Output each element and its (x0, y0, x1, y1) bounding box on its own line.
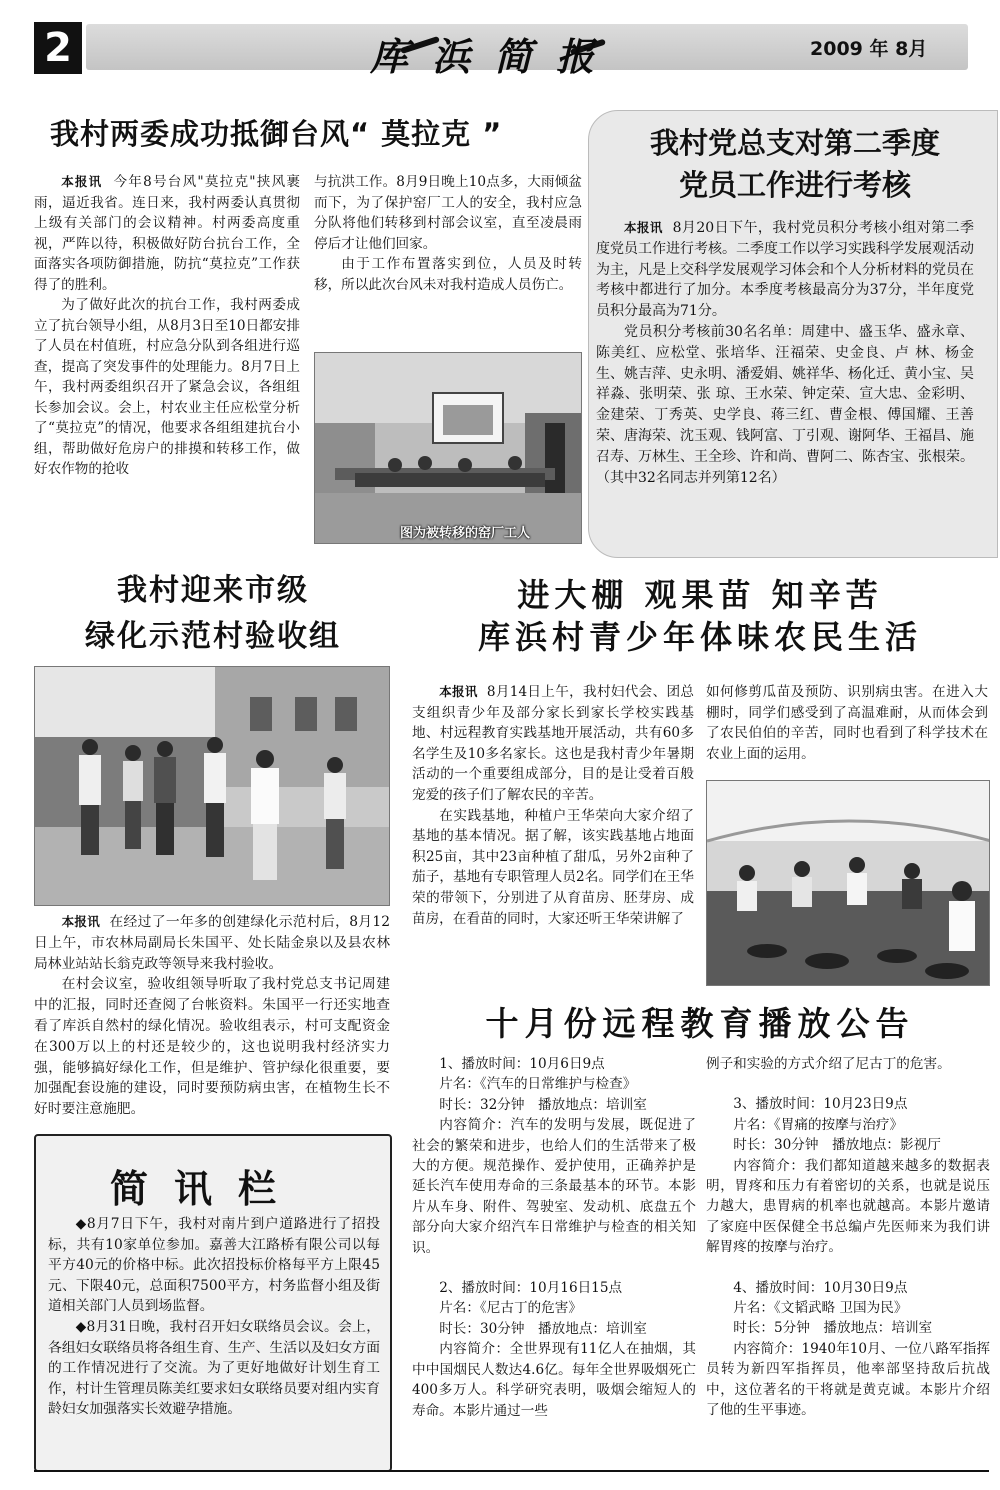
photo-workers-meeting-room (314, 352, 582, 544)
youth-headline-line-1: 进大棚 观果苗 知辛苦 (517, 576, 883, 614)
broadcast-time: 3、播放时间：10月23日9点 (733, 1096, 908, 1113)
party-paragraph-1: 8月20日下午，我村党员积分考核小组对第二季度党员工作进行考核。二季度工作以学习实践科学发展观活动为主，凡是上交科学发展观学习体会和个人分析材料的党员在考核中都进行了加分。本季度考核最高分为37分，半年度党员积分最高为71分。 (596, 220, 974, 320)
broadcast-time: 1、播放时间：10月6日9点 (439, 1056, 605, 1072)
broadcast-intro: 内容简介：汽车的发明与发展，既促进了社会的繁荣和进步，也给人们的生活带来了极大的方便。规范操作、爱护使用，正确养护是延长汽车使用寿命的三条最基本的环节。本影片从车身、附件、驾驶室、发动机、底盘五个部分向大家介绍汽车日常维护与检查的相关知识。 (412, 1117, 696, 1256)
broadcast-meta: 时长：32分钟 播放地点：培训室 (439, 1096, 647, 1113)
greening-paragraph-2: 在村会议室，验收组领导听取了我村党总支书记周建中的汇报，同时还查阅了台帐资料。朱国平一行还实地查看了库浜自然村的绿化情况。验收组表示，村可支配资金在300万以上的村还是较少的，这也说明我村经济实力强，能够搞好绿化工作，但是维护、管护绿化很重要，要加强配套设施的建设，同时要预防病虫害，在植物生长不好时要注意施肥。 (34, 976, 390, 1118)
broadcast-title: 片名：《尼古丁的危害》 (439, 1300, 582, 1317)
broadcast-time: 2、播放时间：10月16日15点 (439, 1280, 623, 1297)
typhoon-column-2 (314, 172, 582, 295)
greening-headline-line-1: 我村迎来市级 (117, 573, 309, 608)
youth-paragraph-1: 8月14日上午，我村妇代会、团总支组织青少年及部分家长到家长学校实践基地、村远程教育实践基地开展活动，共有60多名学生及10多名家长。这也是我村青少年暑期活动的一个重要组成部分，目的是让受着百般宠爱的孩子们了解农民的辛苦。 (412, 684, 694, 803)
youth-headline (410, 574, 990, 658)
article-lead: 本报讯 (61, 174, 103, 189)
brief-item-1: ◆8月7日下午，我村对南片到户道路进行了招投标，共有10家单位参加。嘉善大江路桥有限公司以每平方40元的价格中标。此次招投标价格每平方上限45元、下限40元，总面积7500平方，村务监督小组及街道相关部门人员到场监督。 (48, 1216, 380, 1315)
brief-news-body (48, 1214, 380, 1420)
broadcast-meta: 时长：30分钟 播放地点：影视厅 (733, 1137, 941, 1154)
broadcast-meta: 时长：5分钟 播放地点：培训室 (733, 1320, 933, 1337)
typhoon-paragraph-1: 今年8号台风"莫拉克"挟风裹雨，逼近我省。连日来，我村两委认真贯彻上级有关部门的会议精神。村两委高度重视，严阵以待，积极做好防台抗台工作，全面落实各项防御措施，防抗“莫拉克”工作获得了的胜利。 (34, 174, 300, 293)
greening-body (34, 912, 390, 1120)
broadcast-item (706, 1278, 990, 1421)
broadcast-continued: 例子和实验的方式介绍了尼古丁的危害。 (706, 1056, 951, 1072)
broadcast-intro: 内容简介：全世界现有11亿人在抽烟，其中中国烟民人数达4.6亿。每年全世界吸烟死亡400多万人。科学研究表明，吸烟会缩短人的寿命。本影片通过一些 (412, 1341, 696, 1419)
broadcast-item (706, 1094, 990, 1257)
broadcast-item (412, 1054, 696, 1258)
brief-news-title: 简讯栏 (110, 1167, 303, 1211)
party-headline (600, 122, 990, 206)
broadcast-intro: 内容简介：1940年10月、一位八路军指挥员转为新四军指挥员，他率部坚持敌后抗战中，这位著名的干将就是黄克诚。本影片介绍了他的生平事迹。 (706, 1340, 990, 1419)
youth-paragraph-3: 如何修剪瓜苗及预防、识别病虫害。在进入大棚时，同学们感受到了高温难耐，从而体会到了农民伯伯的辛苦，同时也看到了科学技术在农业上面的运用。 (706, 684, 988, 762)
broadcast-time: 4、播放时间：10月30日9点 (733, 1279, 908, 1296)
article-lead: 本报讯 (61, 914, 101, 929)
article-lead: 本报讯 (439, 684, 478, 699)
broadcast-title: 片名：《文韬武略 卫国为民》 (733, 1300, 908, 1317)
youth-headline-line-2: 库浜村青少年体味农民生活 (477, 618, 922, 656)
typhoon-column-1 (34, 172, 300, 480)
broadcast-column-1 (412, 1054, 696, 1421)
party-paragraph-2: 党员积分考核前30名名单：周建中、盛玉华、盛永章、陈美红、应松堂、张培华、汪福荣、史金良、卢 林、杨金生、姚吉萍、史永明、潘爱娟、姚祥华、杨化迁、黄小宝、吴祥淼、张明荣、张 琼、王水荣、钟定荣、宣大忠、金彩明、金建荣、丁秀英、史学良、蒋三红、曹金根、傅国耀、王善荣、唐海荣、沈玉观、钱阿富、丁引观、谢阿华、王福昌、施召寿、万林生、王全珍、许和尚、曹阿二、陈杏宝、张根荣。（其中32名同志并列第12名） (596, 323, 974, 486)
photo-inspection-group (34, 666, 390, 906)
greening-headline-line-2: 绿化示范村验收组 (85, 619, 341, 654)
greening-headline (34, 568, 392, 660)
broadcast-meta: 时长：30分钟 播放地点：培训室 (439, 1320, 647, 1337)
typhoon-paragraph-3: 与抗洪工作。8月9日晚上10点多，大雨倾盆而下，为了保护窑厂工人的安全，我村应急分队将他们转移到村部会议室，直至凌晨雨停后才让他们回家。 (314, 174, 582, 252)
issue-date: 2009 年 8月 (810, 38, 928, 60)
party-body (596, 218, 974, 488)
typhoon-paragraph-2: 为了做好此次的抗台工作，我村两委成立了抗台领导小组，从8月3日至10日都安排了人员在村值班，村应急分队到各组进行巡查，提高了突发事件的处理能力。8月7日上午，我村两委组织召开了紧急会议，各组组长参加会议。会上，村农业主任应松堂分析了“莫拉克”的情况，他要求各组组建抗台小组，帮助做好危房户的排摸和转移工作，做好农作物的抢收 (34, 297, 300, 477)
party-headline-line-1: 我村党总支对第二季度 (649, 126, 940, 160)
broadcast-intro: 内容简介：我们都知道越来越多的数据表明，胃疼和压力有着密切的关系，也就是说压力越大，患胃病的机率也就越高。本影片邀请了家庭中医保健全书总编卢先医师来为我们讲解胃疼的按摩与治疗。 (706, 1157, 990, 1256)
youth-column-1 (412, 682, 694, 929)
party-headline-line-2: 党员工作进行考核 (678, 168, 911, 202)
broadcast-item (412, 1278, 696, 1421)
typhoon-paragraph-4: 由于工作布置落实到位，人员及时转移，所以此次台风未对我村造成人员伤亡。 (314, 256, 582, 293)
youth-paragraph-2: 在实践基地，种植户王华荣向大家介绍了基地的基本情况。据了解，该实践基地占地面积25亩，其中23亩种植了甜瓜，另外2亩种了茄子，基地有专职管理人员2名。同学们在王华荣的带领下，分别进了从育苗房、胚芽房、成苗房，在看苗的同时，大家还听王华荣讲解了 (412, 807, 694, 927)
brief-item-2: ◆8月31日晚，我村召开妇女联络员会议。会上，各组妇女联络员将各组生育、生产、生活以及妇女方面的工作情况进行了交流。为了更好地做好计划生育工作，村计生管理员陈美红要求妇女联络员要对组内实育龄妇女加强落实长效避孕措施。 (48, 1318, 380, 1418)
page-number: 2 (34, 22, 82, 74)
photo-caption: 图为被转移的窑厂工人 (400, 526, 531, 541)
typhoon-headline: 我村两委成功抵御台风“ 莫拉克 ” (50, 117, 503, 151)
article-lead: 本报讯 (624, 220, 663, 235)
photo-greenhouse-youth (706, 780, 990, 986)
youth-column-2 (706, 682, 988, 764)
broadcast-column-2 (706, 1054, 990, 1421)
broadcast-title: 片名：《汽车的日常维护与检查》 (439, 1076, 637, 1093)
greening-paragraph-1: 在经过了一年多的创建绿化示范村后，8月12日上午，市农林局副局长朱国平、处长陆金泉以及县农林局林业站站长翁克政等领导来我村验收。 (34, 914, 390, 972)
paper-name: 库浜简报 (370, 34, 619, 79)
broadcast-headline: 十月份远程教育播放公告 (485, 1004, 915, 1043)
bottom-rule (34, 1470, 989, 1472)
broadcast-title: 片名：《胃痛的按摩与治疗》 (733, 1116, 904, 1133)
